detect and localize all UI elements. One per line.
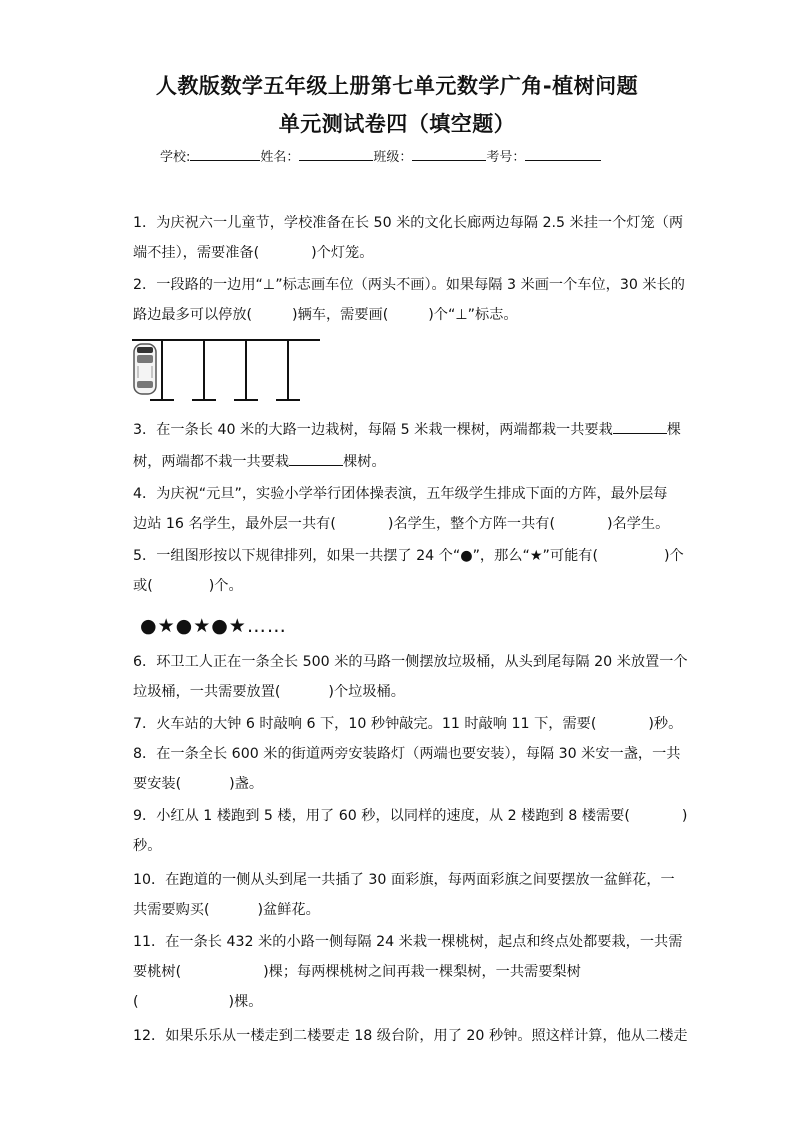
question-10-line-1: 10．在跑道的一侧从头到尾一共插了 30 面彩旗，每两面彩旗之间要摆放一盆鲜花，一 [133,872,675,888]
page-subtitle: 单元测试卷四（填空题） [278,112,516,136]
question-6-line-2: 垃圾桶，一共需要放置( )个垃圾桶。 [133,684,405,700]
name-field[interactable] [299,148,373,161]
parking-diagram [132,338,322,404]
page-title: 人教版数学五年级上册第七单元数学广角-植树问题 [155,74,639,98]
question-5-line-2: 或( )个。 [133,578,243,594]
question-9-line-1: 9．小红从 1 楼跑到 5 楼，用了 60 秒，以同样的速度，从 2 楼跑到 8 楼需要( ) [133,808,688,824]
question-8-line-2: 要安装( )盏。 [133,776,264,792]
question-11-line-3: ( )棵。 [133,994,263,1010]
question-9-line-2: 秒。 [133,838,162,854]
id-field[interactable] [525,148,601,161]
question-4-line-1: 4．为庆祝“元旦”，实验小学举行团体操表演，五年级学生排成下面的方阵，最外层每 [133,486,668,502]
question-11-line-1: 11．在一条长 432 米的小路一侧每隔 24 米栽一棵桃树，起点和终点处都要栽，一共需 [133,934,683,950]
question-2-line-1: 2．一段路的一边用“⊥”标志画车位（两头不画）。如果每隔 3 米画一个车位，30 米长的 [133,277,685,293]
question-4-line-2: 边站 16 名学生，最外层一共有( )名学生，整个方阵一共有( )名学生。 [133,516,670,532]
class-label: 班级： [373,150,413,165]
student-info-row [160,146,601,165]
school-field[interactable] [190,148,260,161]
question-1-line-2: 端不挂），需要准备( )个灯笼。 [133,245,374,261]
question-10-line-2: 共需要购买( )盆鲜花。 [133,902,320,918]
question-11-line-2: 要桃树( )棵；每两棵桃树之间再栽一棵梨树，一共需要梨树 [133,964,581,980]
answer-blank[interactable] [289,452,343,466]
question-3-line-2: 树，两端都不栽一共要栽 棵树。 [133,454,386,470]
question-3-line-1: 3．在一条长 40 米的大路一边栽树，每隔 5 米栽一棵树，两端都栽一共要栽 棵 [133,422,681,438]
answer-blank[interactable] [613,420,667,434]
class-field[interactable] [412,148,486,161]
question-6-line-1: 6．环卫工人正在一条全长 500 米的马路一侧摆放垃圾桶，从头到尾每隔 20 米放置一个 [133,654,688,670]
question-8-line-1: 8．在一条全长 600 米的街道两旁安装路灯（两端也要安装），每隔 30 米安一盏，一共 [133,746,681,762]
school-label: 学校: [160,150,191,165]
name-label: 姓名： [260,150,300,165]
question-2-line-2: 路边最多可以停放( )辆车，需要画( )个“⊥”标志。 [133,307,518,323]
question-7-line-1: 7．火车站的大钟 6 时敲响 6 下，10 秒钟敲完。11 时敲响 11 下，需要( )秒。 [133,716,683,732]
shape-pattern: ●★●★●★…… [140,615,287,637]
question-12-line-1: 12．如果乐乐从一楼走到二楼要走 18 级台阶，用了 20 秒钟。照这样计算，他从二楼走 [133,1028,688,1044]
car-icon [134,344,156,394]
question-5-line-1: 5．一组图形按以下规律排列，如果一共摆了 24 个“●”，那么“★”可能有( )个 [133,548,684,564]
question-1-line-1: 1．为庆祝六一儿童节，学校准备在长 50 米的文化长廊两边每隔 2.5 米挂一个灯笼（两 [133,215,684,231]
id-label: 考号： [486,150,526,165]
